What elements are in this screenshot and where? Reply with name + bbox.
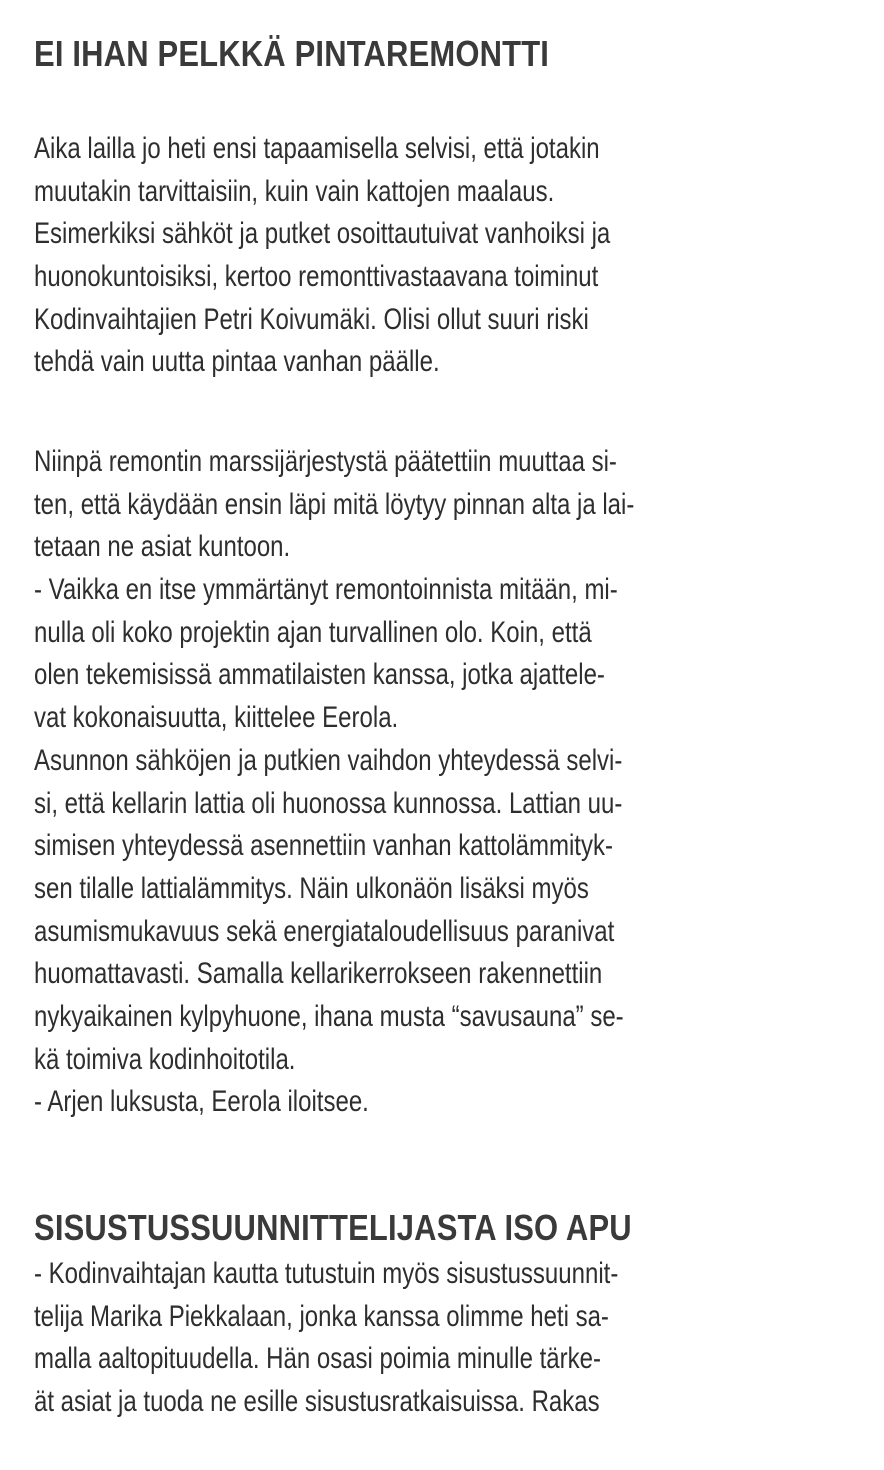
text-line: Kodinvaihtajien Petri Koivumäki. Olisi ollut suuri riski [34, 302, 589, 336]
section-heading-renovation: EI IHAN PELKKÄ PINTAREMONTTI [34, 33, 550, 74]
text-line: ten, että käydään ensin läpi mitä löytyy pinnan alta ja lai- [34, 487, 635, 521]
text-line: simisen yhteydessä asennettiin vanhan kattolämmityk- [34, 829, 613, 863]
text-line: nulla oli koko projektin ajan turvallinen olo. Koin, että [34, 615, 592, 649]
paragraph-body [34, 441, 854, 1124]
text-line: nykyaikainen kylpyhuone, ihana musta “savusauna” se- [34, 999, 624, 1033]
text-line: huonokuntoisiksi, kertoo remonttivastaavana toiminut [34, 260, 599, 294]
text-line: kä toimiva kodinhoitotila. [34, 1042, 296, 1076]
paragraph-intro [34, 128, 854, 384]
text-line: Niinpä remontin marssijärjestystä päätettiin muuttaa si- [34, 445, 617, 478]
section-heading-interior-design: SISUSTUSSUUNNITTELIJASTA ISO APU [34, 1207, 632, 1248]
text-line: Esimerkiksi sähköt ja putket osoittautuivat vanhoiksi ja [34, 217, 611, 251]
text-line: - Arjen luksusta, Eerola iloitsee. [34, 1085, 369, 1119]
text-line: telija Marika Piekkalaan, jonka kanssa olimme heti sa- [34, 1299, 609, 1333]
text-line: malla aaltopituudella. Hän osasi poimia minulle tärke- [34, 1342, 601, 1376]
text-line: asumismukavuus sekä energiataloudellisuus paranivat [34, 914, 615, 948]
text-line: Aika lailla jo heti ensi tapaamisella selvisi, että jotakin [34, 132, 600, 165]
text-line: si, että kellarin lattia oli huonossa kunnossa. Lattian uu- [34, 786, 623, 820]
text-line: sen tilalle lattialämmitys. Näin ulkonäön lisäksi myös [34, 871, 589, 905]
text-line: olen tekemisissä ammatilaisten kanssa, jotka ajattele- [34, 658, 605, 692]
text-line: tehdä vain uutta pintaa vanhan päälle. [34, 345, 440, 379]
text-line: vat kokonaisuutta, kiittelee Eerola. [34, 701, 399, 735]
text-line: - Vaikka en itse ymmärtänyt remontoinnista mitään, mi- [34, 573, 618, 607]
text-line: Asunnon sähköjen ja putkien vaihdon yhteydessä selvi- [34, 743, 623, 777]
text-line: huomattavasti. Samalla kellarikerrokseen rakennettiin [34, 957, 603, 991]
text-line: - Kodinvaihtajan kautta tutustuin myös sisustussuunnit- [34, 1257, 619, 1290]
text-line: tetaan ne asiat kuntoon. [34, 530, 291, 564]
text-line: muutakin tarvittaisiin, kuin vain kattojen maalaus. [34, 174, 555, 208]
paragraph-interior [34, 1253, 854, 1424]
text-line: ät asiat ja tuoda ne esille sisustusratkaisuissa. Rakas [34, 1385, 600, 1419]
